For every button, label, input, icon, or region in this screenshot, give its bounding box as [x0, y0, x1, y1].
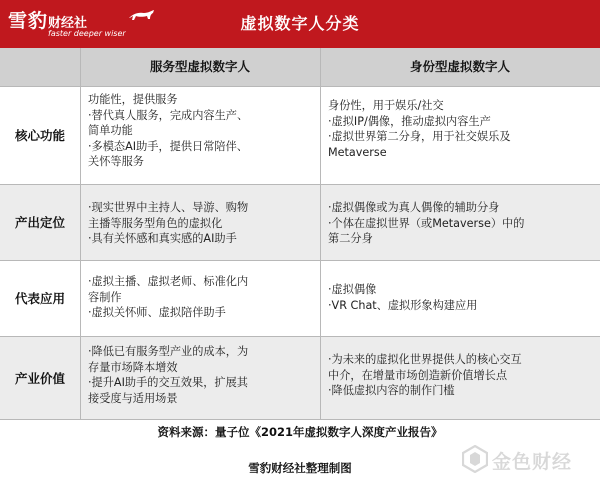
cell-line: ·替代真人服务，完成内容生产、 — [88, 108, 249, 122]
cell-line: ·多模态AI助手，提供日常陪伴、 — [88, 139, 248, 153]
cell-service — [80, 194, 320, 260]
credit-note: 雪豹财经社整理制图 — [248, 461, 352, 475]
cell-identity — [320, 194, 600, 260]
cell-identity — [320, 276, 600, 336]
cell-identity — [320, 92, 600, 184]
cell-line: ·降低虚拟内容的制作门槛 — [328, 384, 455, 397]
row-divider — [0, 86, 600, 87]
row-label: 产业价值 — [14, 371, 65, 386]
cell-service — [80, 338, 320, 420]
cell-line: ·提升AI助手的交互效果，扩展其 — [88, 376, 248, 389]
cell-line: ·具有关怀感和真实感的AI助手 — [88, 232, 237, 245]
header-bar — [0, 0, 600, 48]
column-header-service: 服务型虚拟数字人 — [80, 48, 320, 86]
cell-line: 接受度与适用场景 — [88, 391, 178, 405]
cell-line: 功能性，提供服务 — [88, 93, 178, 106]
column-header-identity: 身份型虚拟数字人 — [320, 48, 600, 86]
row-divider — [0, 419, 600, 420]
brand-slogan: faster deeper wiser — [48, 29, 126, 38]
cell-line: 存量市场降本增效 — [88, 360, 178, 374]
brand-name: 雪豹财经社 — [8, 10, 88, 32]
cell-line: ·降低已有服务型产业的成本，为 — [88, 345, 249, 358]
cell-line: ·虚拟关怀师、虚拟陪伴助手 — [88, 306, 226, 319]
cell-line: ·虚拟偶像或为真人偶像的辅助分身 — [328, 201, 500, 214]
row-label: 产出定位 — [14, 215, 65, 230]
cell-line: ·虚拟偶像 — [328, 283, 377, 296]
cell-line: 身份性，用于娱乐/社交 — [328, 99, 444, 112]
cell-line: ·VR Chat、虚拟形象构建应用 — [328, 298, 478, 312]
page-title: 虚拟数字人分类 — [240, 14, 360, 33]
row-divider — [0, 260, 600, 261]
cell-line: 关怀等服务 — [88, 155, 144, 168]
classification-table — [0, 48, 600, 420]
cell-line: ·为未来的虚拟化世界提供人的核心交互 — [328, 353, 522, 366]
column-divider — [320, 48, 321, 420]
cell-line: ·个体在虚拟世界（或Metaverse）中的 — [328, 216, 525, 230]
source-note: 资料来源：量子位《2021年虚拟数字人深度产业报告》 — [157, 425, 443, 439]
row-label: 核心功能 — [14, 128, 65, 143]
cell-line: 第二分身 — [328, 232, 373, 245]
cell-line: ·现实世界中主持人、导游、购物 — [88, 201, 249, 214]
row-divider — [0, 336, 600, 337]
cell-line: ·虚拟IP/偶像，推动虚拟内容生产 — [328, 114, 491, 128]
cell-line: 容制作 — [88, 290, 122, 304]
cell-line: 中介，在增量市场创造新价值增长点 — [328, 368, 508, 382]
cell-line: 主播等服务型角色的虚拟化 — [88, 216, 223, 230]
cell-service — [80, 86, 320, 184]
cell-line: ·虚拟主播、虚拟老师、标准化内 — [88, 275, 249, 288]
cell-identity — [320, 346, 600, 420]
cell-line: Metaverse — [328, 145, 387, 159]
cell-line: 简单功能 — [88, 124, 133, 137]
row-divider — [0, 184, 600, 185]
cell-line: ·虚拟世界第二分身，用于社交娱乐及 — [328, 130, 511, 143]
row-label: 代表应用 — [14, 291, 65, 306]
watermark-text: 金色财经 — [492, 451, 573, 473]
column-divider — [80, 48, 81, 420]
cell-service — [80, 268, 320, 336]
